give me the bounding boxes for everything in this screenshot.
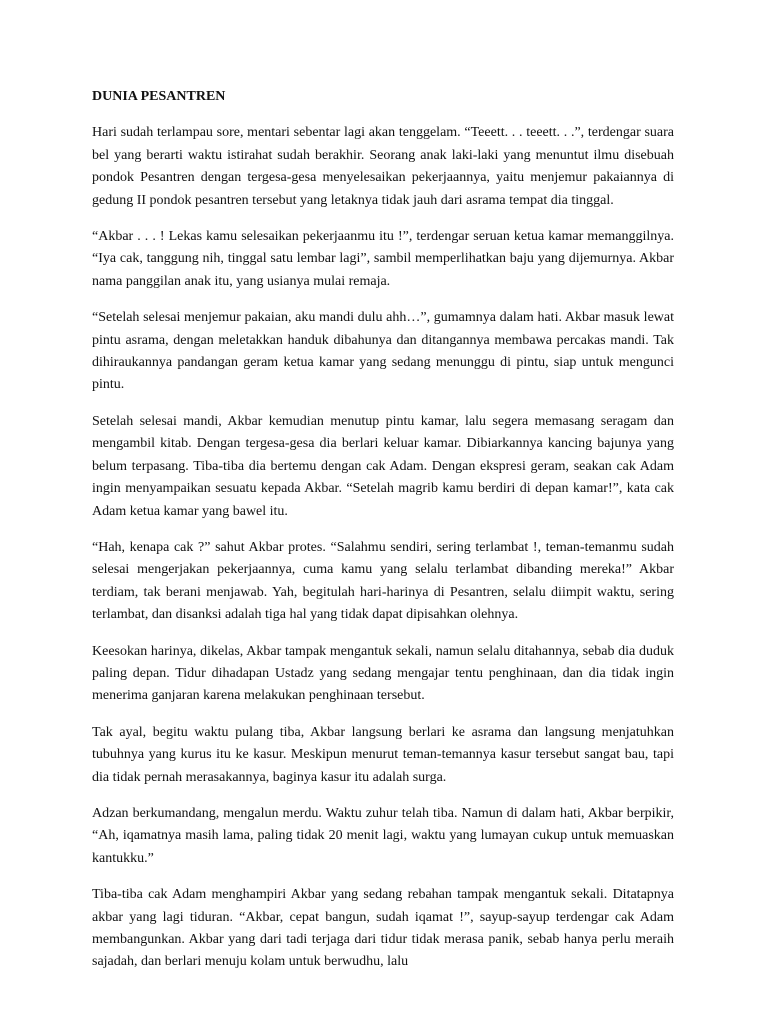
document-title: DUNIA PESANTREN (92, 89, 226, 104)
paragraph-5: “Hah, kenapa cak ?” sahut Akbar protes. “Salahmu sendiri, sering terlambat !, teman-temanmu sudah selesai mengerjakan pekerjaannya, cuma kamu yang selalu terlambat dibanding mereka!” Akbar terdiam, tak berani menjawab. Yah, begitulah hari-harinya di Pesantren, selalu diimpit waktu, sering terlambat, dan disanksi adalah tiga hal yang tidak dapat dipisahkan olehnya. (92, 539, 674, 623)
paragraph-6: Keesokan harinya, dikelas, Akbar tampak mengantuk sekali, namun selalu ditahannya, sebab dia duduk paling depan. Tidur dihadapan Ustadz yang sedang mengajar tentu penghinaan, dan dia tidak ingin menerima ganjaran karena melakukan penghinaan tersebut. (92, 643, 674, 704)
paragraph-4: Setelah selesai mandi, Akbar kemudian menutup pintu kamar, lalu segera memasang seragam dan mengambil kitab. Dengan tergesa-gesa dia berlari keluar kamar. Dibiarkannya kancing bajunya yang belum terpasang. Tiba-tiba dia bertemu dengan cak Adam. Dengan ekspresi geram, seakan cak Adam ingin menyampaikan sesuatu kepada Akbar. “Setelah magrib kamu berdiri di depan kamar!”, kata cak Adam ketua kamar yang bawel itu. (92, 413, 674, 519)
paragraph-8: Adzan berkumandang, mengalun merdu. Waktu zuhur telah tiba. Namun di dalam hati, Akbar berpikir, “Ah, iqamatnya masih lama, paling tidak 20 menit lagi, waktu yang lumayan cukup untuk memuaskan kantukku.” (92, 805, 674, 866)
document-body (92, 86, 674, 988)
paragraph-2: “Akbar . . . ! Lekas kamu selesaikan pekerjaanmu itu !”, terdengar seruan ketua kamar memanggilnya. “Iya cak, tanggung nih, tinggal satu lembar lagi”, sambil memperlihatkan baju yang dijemurnya. Akbar nama panggilan anak itu, yang usianya mulai remaja. (92, 229, 674, 289)
paragraph-1: Hari sudah terlampau sore, mentari sebentar lagi akan tenggelam. “Teeett. . . teeett. . .”, terdengar suara bel yang berarti waktu istirahat sudah berakhir. Seorang anak laki-laki yang menuntut ilmu disebuah pondok Pesantren dengan tergesa-gesa menyelesaikan pekerjaannya, yaitu menjemur pakaiannya di gedung II pondok pesantren tersebut yang letaknya tidak jauh dari asrama tempat dia tinggal. (92, 125, 674, 208)
paragraph-7: Tak ayal, begitu waktu pulang tiba, Akbar langsung berlari ke asrama dan langsung menjatuhkan tubuhnya yang kurus itu ke kasur. Meskipun menurut teman-temannya kasur tersebut sangat bau, tapi dia tidak pernah merasakannya, baginya kasur itu adalah surga. (92, 724, 674, 785)
paragraph-3: “Setelah selesai menjemur pakaian, aku mandi dulu ahh…”, gumamnya dalam hati. Akbar masuk lewat pintu asrama, dengan meletakkan handuk dibahunya dan ditangannya membawa percakas mandi. Tak dihiraukannya pandangan geram ketua kamar yang sedang menunggu di pintu, siap untuk mengunci pintu. (92, 310, 674, 393)
paragraph-9: Tiba-tiba cak Adam menghampiri Akbar yang sedang rebahan tampak mengantuk sekali. Ditatapnya akbar yang lagi tiduran. “Akbar, cepat bangun, sudah iqamat !”, sayup-sayup terdengar cak Adam membangunkan. Akbar yang dari tadi terjaga dari tidur tidak merasa panik, sebab hanya perlu meraih sajadah, dan berlari menuju kolam untuk berwudhu, lalu (92, 887, 674, 970)
